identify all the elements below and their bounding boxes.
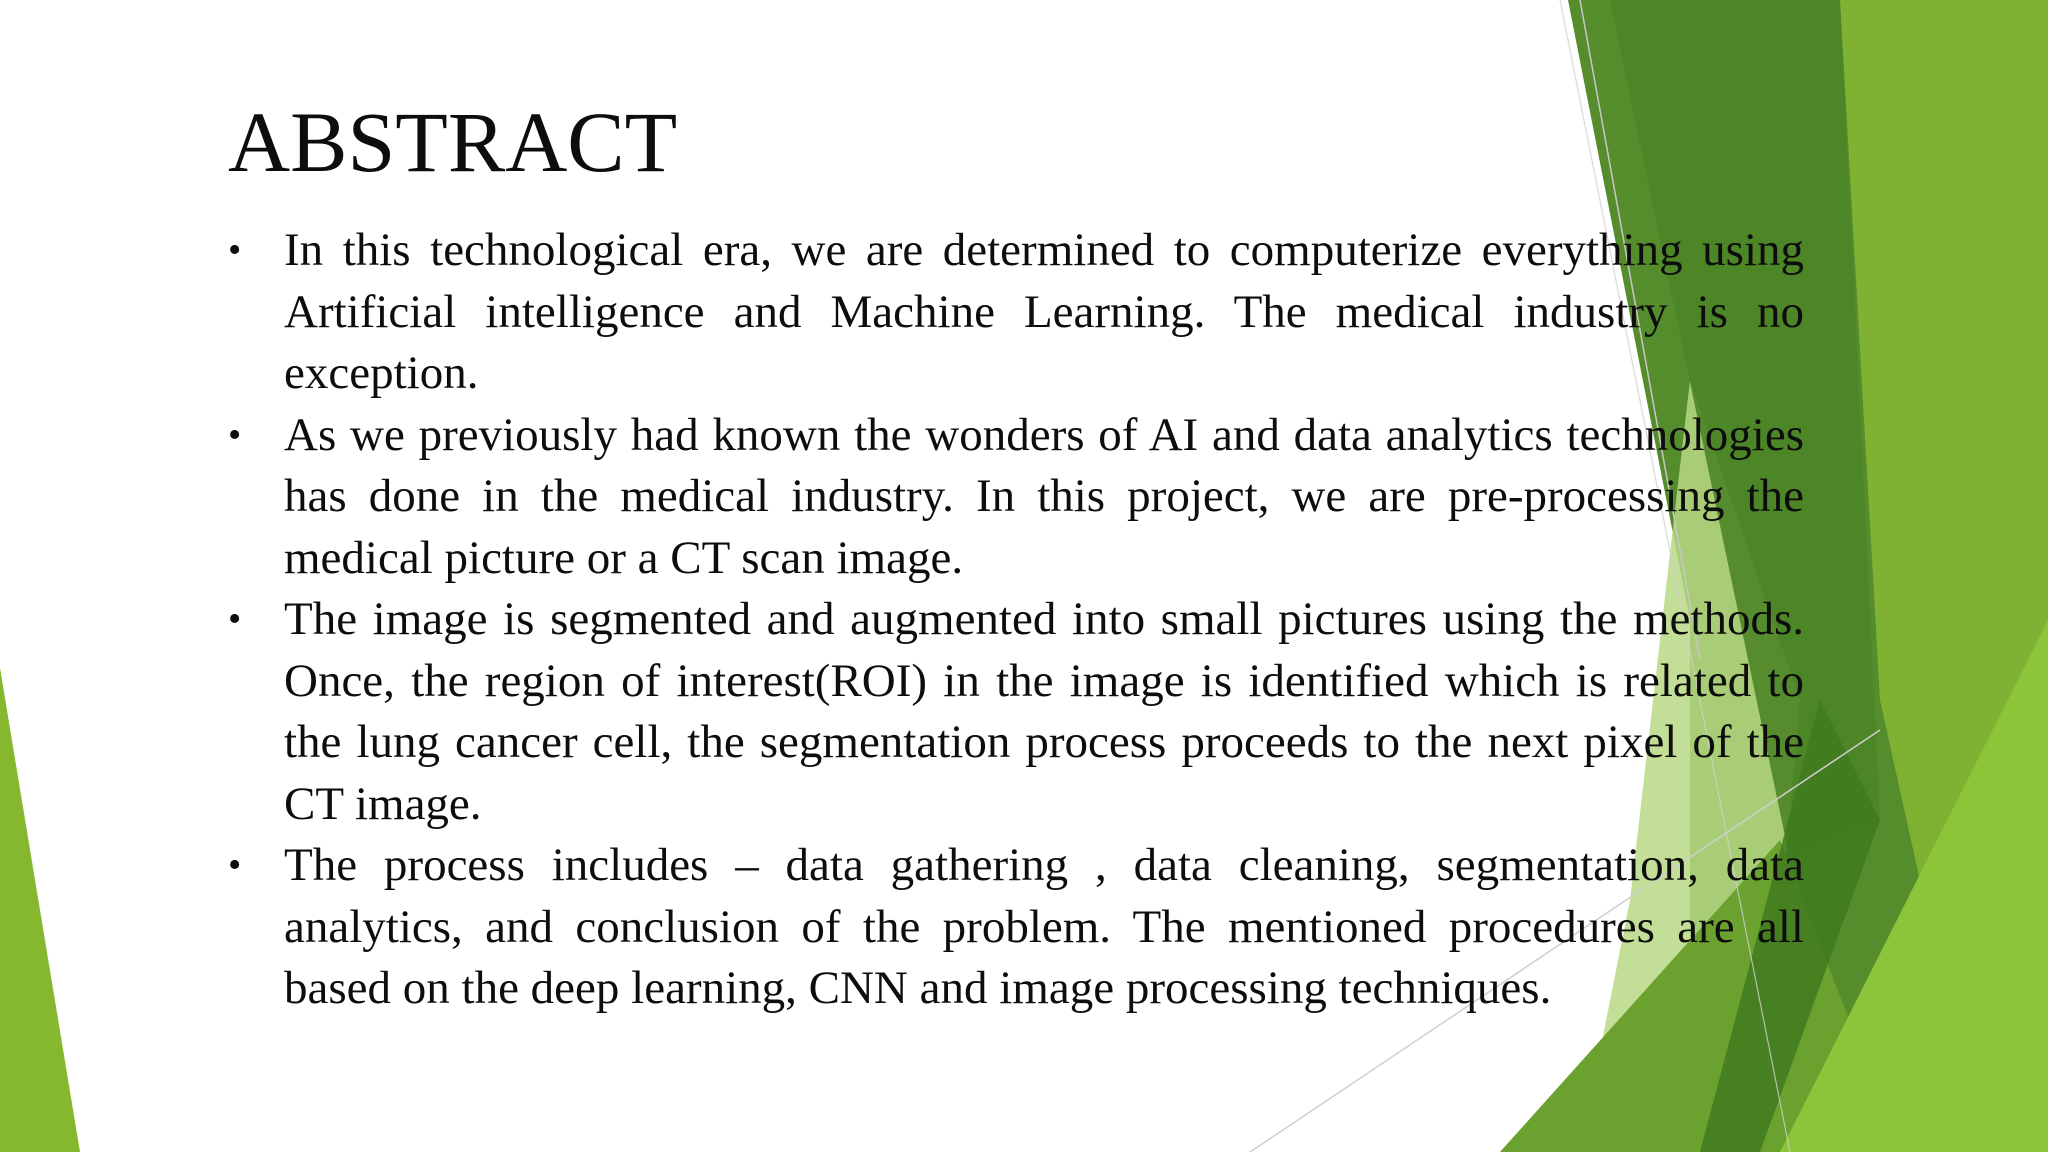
bullet-text: The image is segmented and augmented into small pictures using the methods. Once, the region of interest(ROI) in the image is identified which is related to the lung cancer cell, the segmentation process proceeds to the next pixel of the CT image. bbox=[284, 593, 1804, 830]
bullet-item bbox=[228, 835, 1804, 1020]
bullet-item bbox=[228, 589, 1804, 835]
bullet-list bbox=[228, 220, 1804, 1020]
left-green-strip bbox=[0, 668, 80, 1152]
bullet-text: The process includes – data gathering , data cleaning, segmentation, data analytics, and conclusion of the problem. The mentioned procedures are all based on the deep learning, CNN and image processing techniques. bbox=[284, 839, 1804, 1014]
bullet-text: As we previously had known the wonders of AI and data analytics technologies has done in the medical industry. In this project, we are pre-processing the medical picture or a CT scan image. bbox=[284, 408, 1804, 584]
bullet-dot-icon: • bbox=[228, 229, 242, 271]
bullet-text: In this technological era, we are determined to computerize everything using Artificial intelligence and Machine Learning. The medical industry is no exception. bbox=[284, 224, 1804, 399]
bullet-dot-icon: • bbox=[228, 844, 242, 886]
bullet-item bbox=[228, 220, 1804, 405]
slide-title: ABSTRACT bbox=[228, 94, 678, 190]
bullet-item bbox=[228, 405, 1804, 590]
bullet-dot-icon: • bbox=[228, 598, 242, 640]
bullet-dot-icon: • bbox=[228, 413, 242, 456]
